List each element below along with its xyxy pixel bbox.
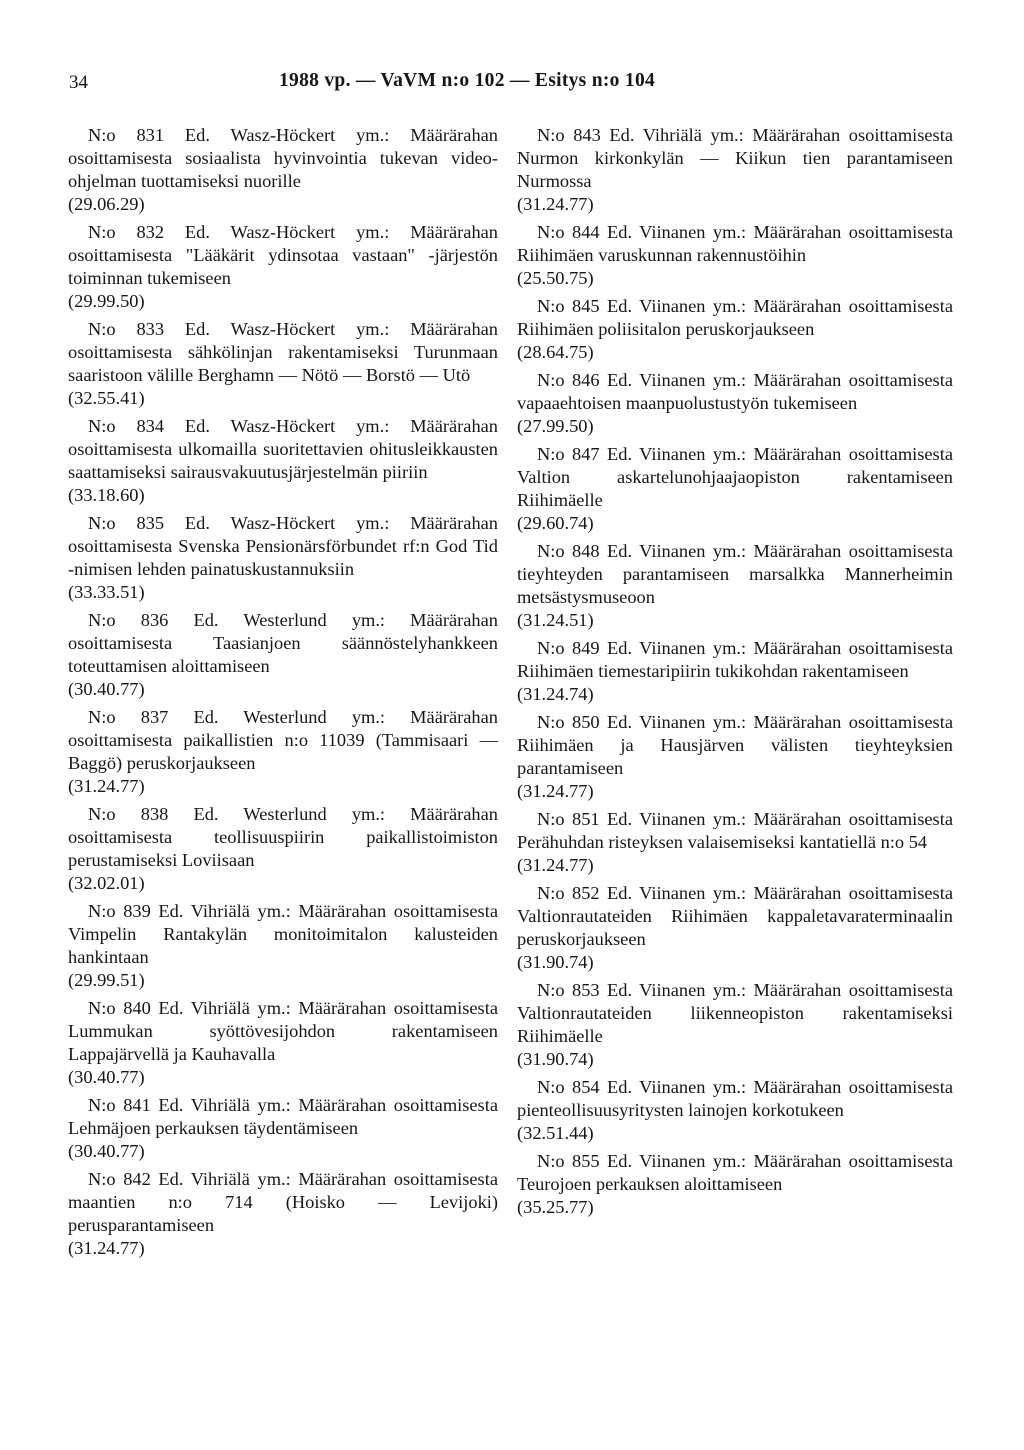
motion-text: N:o 851 Ed. Viinanen ym.: Määrärahan osoittamisesta Perähuhdan risteyksen valaisemiseksi kantatiellä n:o 54 bbox=[517, 809, 953, 852]
motion-entry bbox=[517, 979, 953, 1071]
budget-code: (31.24.77) bbox=[517, 194, 594, 214]
motion-entry bbox=[517, 711, 953, 803]
motion-text: N:o 848 Ed. Viinanen ym.: Määrärahan osoittamisesta tieyhteyden parantamiseen marsalkka Mannerheimin metsästysmuseoon bbox=[517, 541, 953, 607]
motion-entry bbox=[68, 1094, 498, 1163]
motion-entry bbox=[517, 221, 953, 290]
motion-entry bbox=[517, 540, 953, 632]
motion-entry bbox=[517, 443, 953, 535]
motion-text: N:o 849 Ed. Viinanen ym.: Määrärahan osoittamisesta Riihimäen tiemestaripiirin tukikohdan rakentamiseen bbox=[517, 638, 953, 681]
motion-entry bbox=[517, 1150, 953, 1219]
budget-code: (31.24.77) bbox=[517, 781, 594, 801]
budget-code: (33.33.51) bbox=[68, 582, 145, 602]
budget-code: (28.64.75) bbox=[517, 342, 594, 362]
motion-text: N:o 850 Ed. Viinanen ym.: Määrärahan osoittamisesta Riihimäen ja Hausjärven välisten tieyhteyksien parantamiseen bbox=[517, 712, 953, 778]
motion-text: N:o 834 Ed. Wasz-Höckert ym.: Määrärahan osoittamisesta ulkomailla suoritettavien ohitusleikkausten saattamiseksi sairausvakuutusjärjestelmän piiriin bbox=[68, 416, 498, 482]
motion-entry bbox=[68, 609, 498, 701]
motion-entry bbox=[68, 221, 498, 313]
budget-code: (31.24.74) bbox=[517, 684, 594, 704]
budget-code: (31.90.74) bbox=[517, 952, 594, 972]
budget-code: (33.18.60) bbox=[68, 485, 145, 505]
motion-entry bbox=[68, 997, 498, 1089]
budget-code: (31.24.77) bbox=[68, 776, 145, 796]
left-column bbox=[68, 124, 498, 1265]
budget-code: (29.99.51) bbox=[68, 970, 145, 990]
motion-entry bbox=[68, 512, 498, 604]
motion-text: N:o 832 Ed. Wasz-Höckert ym.: Määrärahan osoittamisesta "Lääkärit ydinsotaa vastaan" -järjestön toiminnan tukemiseen bbox=[68, 222, 498, 288]
motion-text: N:o 839 Ed. Vihriälä ym.: Määrärahan osoittamisesta Vimpelin Rantakylän monitoimitalon kalusteiden hankintaan bbox=[68, 901, 498, 967]
motion-entry bbox=[68, 803, 498, 895]
budget-code: (35.25.77) bbox=[517, 1197, 594, 1217]
budget-code: (29.60.74) bbox=[517, 513, 594, 533]
motion-text: N:o 845 Ed. Viinanen ym.: Määrärahan osoittamisesta Riihimäen poliisitalon peruskorjaukseen bbox=[517, 296, 953, 339]
motion-entry bbox=[68, 318, 498, 410]
motion-text: N:o 853 Ed. Viinanen ym.: Määrärahan osoittamisesta Valtionrautateiden liikenneopiston rakentamiseksi Riihimäelle bbox=[517, 980, 953, 1046]
right-column bbox=[517, 124, 953, 1224]
motion-text: N:o 841 Ed. Vihriälä ym.: Määrärahan osoittamisesta Lehmäjoen perkauksen täydentämiseen bbox=[68, 1095, 498, 1138]
motion-text: N:o 855 Ed. Viinanen ym.: Määrärahan osoittamisesta Teurojoen perkauksen aloittamiseen bbox=[517, 1151, 953, 1194]
motion-entry bbox=[517, 1076, 953, 1145]
budget-code: (27.99.50) bbox=[517, 416, 594, 436]
motion-entry bbox=[517, 808, 953, 877]
motion-text: N:o 854 Ed. Viinanen ym.: Määrärahan osoittamisesta pienteollisuusyritysten lainojen korkotukeen bbox=[517, 1077, 953, 1120]
motion-entry bbox=[68, 415, 498, 507]
budget-code: (31.24.77) bbox=[517, 855, 594, 875]
budget-code: (30.40.77) bbox=[68, 1141, 145, 1161]
budget-code: (32.55.41) bbox=[68, 388, 145, 408]
budget-code: (31.90.74) bbox=[517, 1049, 594, 1069]
motion-text: N:o 846 Ed. Viinanen ym.: Määrärahan osoittamisesta vapaaehtoisen maanpuolustustyön tukemiseen bbox=[517, 370, 953, 413]
motion-entry bbox=[517, 295, 953, 364]
motion-entry bbox=[517, 124, 953, 216]
budget-code: (29.99.50) bbox=[68, 291, 145, 311]
motion-text: N:o 843 Ed. Vihriälä ym.: Määrärahan osoittamisesta Nurmon kirkonkylän — Kiikun tien parantamiseen Nurmossa bbox=[517, 125, 953, 191]
motion-entry bbox=[517, 369, 953, 438]
motion-text: N:o 837 Ed. Westerlund ym.: Määrärahan osoittamisesta paikallistien n:o 11039 (Tammisaari — Baggö) peruskorjaukseen bbox=[68, 707, 498, 773]
motion-text: N:o 836 Ed. Westerlund ym.: Määrärahan osoittamisesta Taasianjoen säännöstelyhankkeen toteuttamisen aloittamiseen bbox=[68, 610, 498, 676]
motion-text: N:o 833 Ed. Wasz-Höckert ym.: Määrärahan osoittamisesta sähkölinjan rakentamiseksi Turunmaan saaristoon välille Berghamn — Nötö — Borstö — Utö bbox=[68, 319, 498, 385]
budget-code: (32.02.01) bbox=[68, 873, 145, 893]
motion-text: N:o 840 Ed. Vihriälä ym.: Määrärahan osoittamisesta Lummukan syöttövesijohdon rakentamiseen Lappajärvellä ja Kauhavalla bbox=[68, 998, 498, 1064]
motion-text: N:o 842 Ed. Vihriälä ym.: Määrärahan osoittamisesta maantien n:o 714 (Hoisko — Levijoki) perusparantamiseen bbox=[68, 1169, 498, 1235]
motion-entry bbox=[517, 637, 953, 706]
motion-text: N:o 852 Ed. Viinanen ym.: Määrärahan osoittamisesta Valtionrautateiden Riihimäen kappaletavaraterminaalin peruskorjaukseen bbox=[517, 883, 953, 949]
motion-text: N:o 847 Ed. Viinanen ym.: Määrärahan osoittamisesta Valtion askartelunohjaajaopiston rakentamiseen Riihimäelle bbox=[517, 444, 953, 510]
budget-code: (29.06.29) bbox=[68, 194, 145, 214]
motion-text: N:o 835 Ed. Wasz-Höckert ym.: Määrärahan osoittamisesta Svenska Pensionärsförbundet rf:n God Tid -nimisen lehden painatuskustannuksiin bbox=[68, 513, 498, 579]
motion-text: N:o 838 Ed. Westerlund ym.: Määrärahan osoittamisesta teollisuuspiirin paikallistoimiston perustamiseksi Loviisaan bbox=[68, 804, 498, 870]
budget-code: (25.50.75) bbox=[517, 268, 594, 288]
budget-code: (31.24.51) bbox=[517, 610, 594, 630]
budget-code: (32.51.44) bbox=[517, 1123, 594, 1143]
budget-code: (30.40.77) bbox=[68, 1067, 145, 1087]
motion-entry bbox=[517, 882, 953, 974]
page-number: 34 bbox=[69, 72, 88, 93]
motion-entry bbox=[68, 1168, 498, 1260]
motion-entry bbox=[68, 900, 498, 992]
running-head: 1988 vp. — VaVM n:o 102 — Esitys n:o 104 bbox=[279, 70, 656, 91]
budget-code: (31.24.77) bbox=[68, 1238, 145, 1258]
motion-text: N:o 831 Ed. Wasz-Höckert ym.: Määrärahan osoittamisesta sosiaalista hyvinvointia tukevan video-ohjelman tuottamiseksi nuorille bbox=[68, 125, 498, 191]
budget-code: (30.40.77) bbox=[68, 679, 145, 699]
motion-text: N:o 844 Ed. Viinanen ym.: Määrärahan osoittamisesta Riihimäen varuskunnan rakennustöihin bbox=[517, 222, 953, 265]
motion-entry bbox=[68, 124, 498, 216]
motion-entry bbox=[68, 706, 498, 798]
